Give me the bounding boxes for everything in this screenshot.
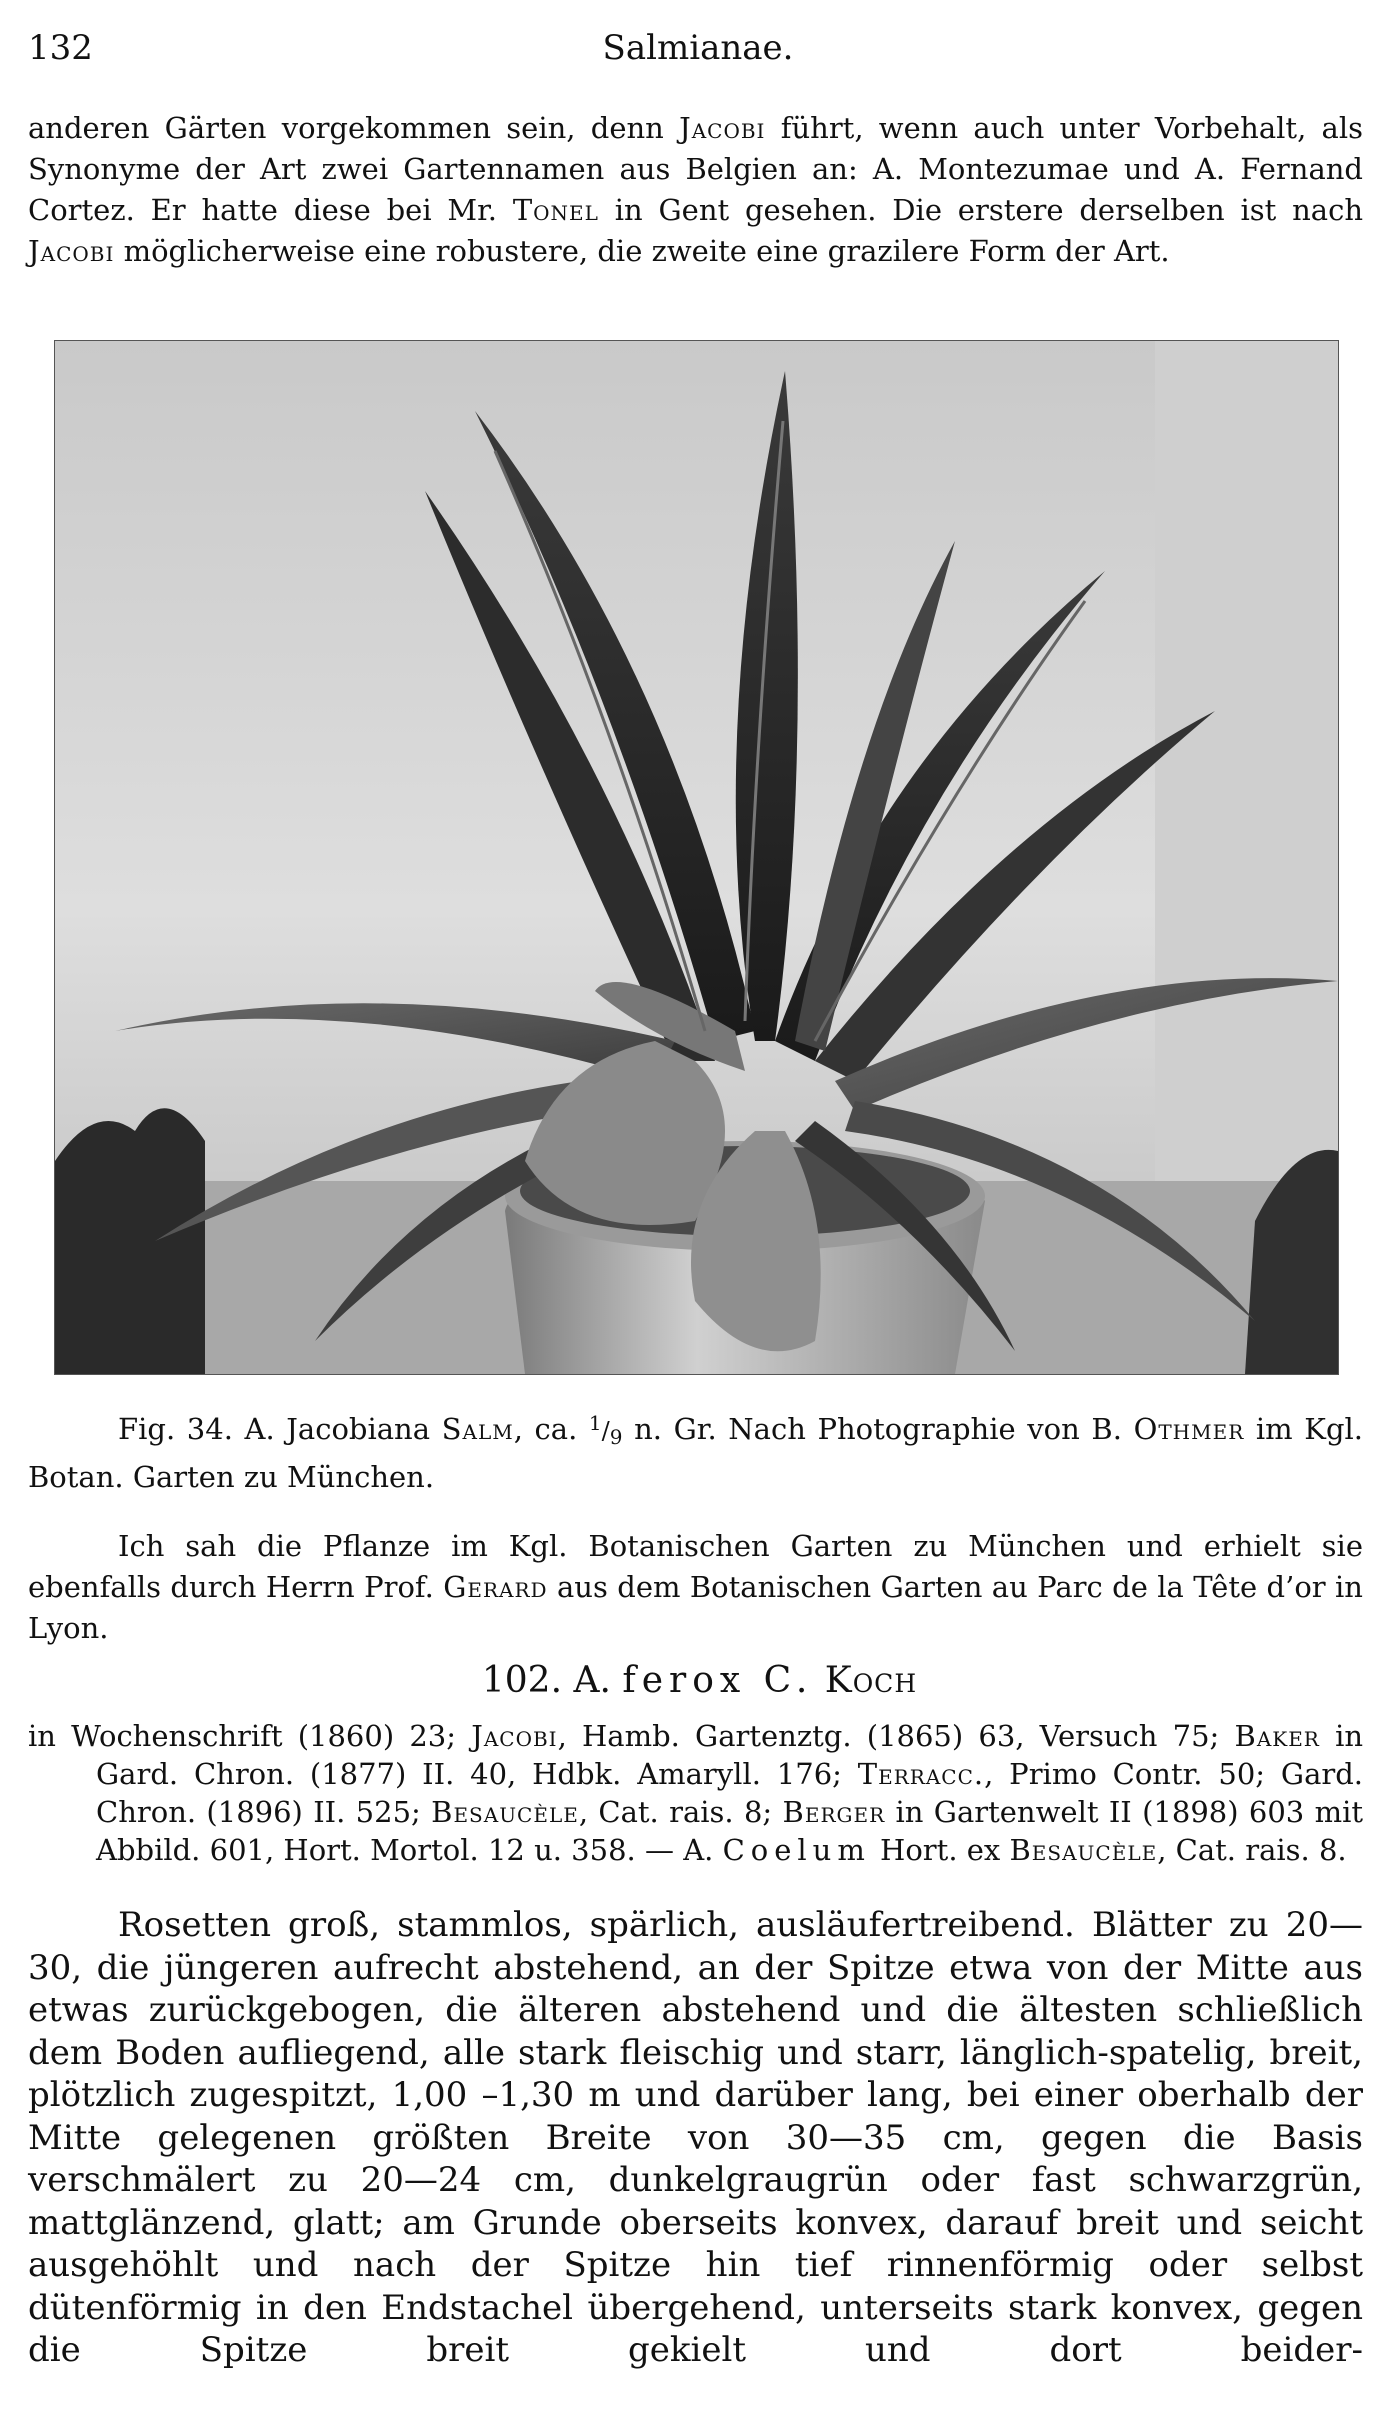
caption-text: Fig. 34. A. Jacobiana <box>118 1412 442 1446</box>
fraction-numerator: 1 <box>588 1411 602 1435</box>
author-name: Baker <box>1234 1719 1320 1753</box>
reference-text: , Primo Contr. 50; Gard. Chron. (1896) II. 525; <box>96 1757 1363 1829</box>
running-head: Salmianae. <box>602 28 794 68</box>
author-name: Othmer <box>1133 1412 1245 1446</box>
author-name: Gerard <box>443 1570 548 1604</box>
species-number: 102. A. <box>481 1660 611 1701</box>
caption-text: , ca. <box>513 1412 589 1446</box>
figure-caption <box>28 1403 1363 1497</box>
caption-text: n. Gr. Nach Photographie von B. <box>622 1412 1134 1446</box>
intro-text: möglicherweise eine robustere, die zweite eine grazilere Form der Art. <box>114 234 1170 268</box>
intro-text: anderen Gärten vorgekommen sein, denn <box>28 111 680 145</box>
author-name: Jacobi <box>679 111 766 145</box>
paragraph-text: Ich sah die Pflanze im Kgl. Botanischen Garten zu München und erhielt sie ebenfalls durch Herrn Prof. <box>28 1529 1363 1604</box>
caption-text: im Kgl. Botan. Garten zu München. <box>28 1412 1363 1494</box>
paragraph-munich <box>28 1526 1363 1649</box>
agave-photograph-icon <box>55 341 1338 1374</box>
reference-text: , Cat. rais. 8. <box>1157 1833 1347 1867</box>
author-name: Besaucèle <box>431 1795 579 1829</box>
author-name: Besaucèle <box>1009 1833 1158 1867</box>
species-author: Koch <box>824 1660 918 1701</box>
species-heading <box>0 1660 1399 1701</box>
author-name: Jacobi <box>28 234 115 268</box>
intro-text: führt, wenn auch unter Vorbehalt, als Synonyme der Art zwei Gartennamen aus Belgien an: A. Montezumae und A. Fernand Cortez. Er hatte diese bei Mr. <box>28 111 1363 227</box>
reference-text: Hort. ex <box>870 1833 1010 1867</box>
species-name: ferox C. <box>622 1660 814 1701</box>
reference-text: in Gartenwelt II (1898) 603 mit Abbild. 601, Hort. Mortol. 12 u. 358. — A. <box>96 1795 1363 1867</box>
paragraph-text: aus dem Botanischen Garten au Parc de la Tête d’or in Lyon. <box>28 1570 1363 1645</box>
fraction-denominator: 9 <box>609 1425 623 1449</box>
agave-photograph <box>54 340 1339 1375</box>
author-name: Terracc. <box>857 1757 985 1791</box>
reference-text: in Wochenschrift (1860) 23; <box>28 1719 472 1753</box>
reference-text: in Gard. Chron. (1877) II. 40, Hdbk. Amaryll. 176; <box>96 1719 1364 1791</box>
author-name: Salm <box>441 1412 514 1446</box>
literature-references <box>28 1717 1363 1869</box>
author-name: Berger <box>782 1795 886 1829</box>
intro-paragraph <box>28 108 1363 272</box>
page-number: 132 <box>28 28 93 68</box>
author-name: Tonel <box>512 193 599 227</box>
reference-text: , Hamb. Gartenztg. (1865) 63, Versuch 75; <box>557 1719 1235 1753</box>
synonym-name: Coelum <box>722 1833 871 1867</box>
intro-text: in Gent gesehen. Die erstere derselben ist nach <box>598 193 1363 227</box>
author-name: Jacobi <box>471 1719 558 1753</box>
species-description: Rosetten groß, stammlos, spärlich, ausläufertreibend. Blätter zu 20—30, die jüngeren aufrecht abstehend, an der Spitze etwa von der Mitte aus etwas zurückgebogen, die älteren abstehend und die ältesten schließlich dem Boden aufliegend, alle stark fleischig und starr, länglich-spatelig, breit, plötzlich zugespitzt, 1,00 –1,30 m und darüber lang, bei einer oberhalb der Mitte gelegenen größten Breite von 30—35 cm, gegen die Basis verschmälert zu 20—24 cm, dunkelgraugrün oder fast schwarzgrün, mattglänzend, glatt; am Grunde oberseits konvex, darauf breit und seicht ausgehöhlt und nach der Spitze hin tief rinnenförmig oder selbst dütenförmig in den Endstachel übergehend, unterseits stark konvex, gegen die Spitze breit gekielt und dort beider- <box>28 1905 1363 2370</box>
page-header <box>28 28 1368 78</box>
scale-fraction: $^1/_9$ <box>588 1411 623 1449</box>
reference-text: , Cat. rais. 8; <box>578 1795 783 1829</box>
